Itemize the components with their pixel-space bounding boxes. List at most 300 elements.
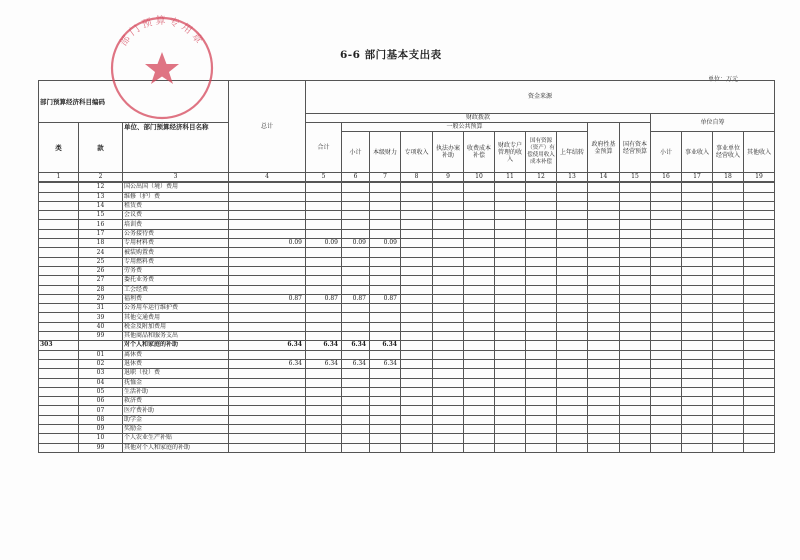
cell-col-18 [713,266,744,275]
header-subtotal: 合计 [306,123,342,173]
cell-col-7 [370,229,401,238]
cell-col-6 [342,313,370,322]
cell-col-16 [651,183,682,192]
cell-col-17 [682,322,713,331]
cell-col-17 [682,359,713,368]
cell-col-14 [588,257,620,266]
cell-col-15 [620,211,651,220]
cell-col-18 [713,341,744,350]
column-number: 8 [401,173,433,182]
cell-total [229,369,306,378]
header-col-8: 专项收入 [401,132,433,173]
cell-col-11 [495,341,526,350]
cell-total [229,443,306,452]
cell-col-19 [744,211,775,220]
cell-col-12 [526,359,557,368]
table-row [39,322,775,331]
cell-kuan: 14 [79,201,123,210]
cell-col-11 [495,220,526,229]
cell-col-16 [651,322,682,331]
table-row [39,276,775,285]
cell-col-13 [557,387,588,396]
cell-col-10 [464,183,495,192]
cell-col-18 [713,322,744,331]
cell-col-8 [401,434,433,443]
cell-col-14 [588,229,620,238]
cell-lei [39,425,79,434]
cell-col-11 [495,443,526,452]
cell-col-18 [713,425,744,434]
header-col-19: 其他收入 [744,132,775,173]
cell-name: 退休费 [123,359,229,368]
header-col-10: 收费成本补偿 [464,132,495,173]
cell-col-8 [401,257,433,266]
cell-col-10 [464,239,495,248]
cell-col-12 [526,229,557,238]
column-number: 15 [620,173,651,182]
cell-col-8 [401,359,433,368]
cell-col-15 [620,406,651,415]
cell-col-16 [651,387,682,396]
cell-lei [39,248,79,257]
cell-col-9 [433,369,464,378]
cell-col-14 [588,332,620,341]
table-row [39,387,775,396]
cell-col-19 [744,220,775,229]
cell-col-16 [651,406,682,415]
cell-col-13 [557,201,588,210]
cell-col-16 [651,332,682,341]
column-number: 2 [79,173,123,182]
cell-col-15 [620,322,651,331]
cell-col-9 [433,201,464,210]
cell-total [229,285,306,294]
cell-total [229,304,306,313]
cell-col-19 [744,425,775,434]
cell-col-14 [588,387,620,396]
cell-name: 生活补助 [123,387,229,396]
cell-kuan: 26 [79,266,123,275]
cell-col-8 [401,248,433,257]
cell-col-16 [651,276,682,285]
cell-subtotal [306,285,342,294]
cell-name: 维修（护）费 [123,192,229,201]
cell-col-12 [526,201,557,210]
cell-col-8 [401,239,433,248]
column-number: 6 [342,173,370,182]
cell-lei [39,350,79,359]
cell-lei [39,285,79,294]
cell-col-9 [433,192,464,201]
cell-col-7 [370,257,401,266]
cell-col-10 [464,313,495,322]
cell-col-12 [526,313,557,322]
cell-col-6 [342,415,370,424]
cell-kuan: 16 [79,220,123,229]
cell-col-8 [401,266,433,275]
cell-subtotal [306,229,342,238]
cell-kuan: 40 [79,322,123,331]
cell-col-16 [651,248,682,257]
cell-total [229,434,306,443]
cell-col-9 [433,239,464,248]
cell-total [229,406,306,415]
cell-subtotal [306,332,342,341]
cell-col-12 [526,266,557,275]
cell-kuan: 09 [79,425,123,434]
cell-col-11 [495,229,526,238]
cell-col-18 [713,276,744,285]
cell-col-7 [370,304,401,313]
header-col-16: 小计 [651,132,682,173]
cell-col-15 [620,266,651,275]
column-number: 9 [433,173,464,182]
cell-subtotal [306,350,342,359]
cell-col-12 [526,220,557,229]
cell-col-14 [588,322,620,331]
cell-col-6 [342,378,370,387]
cell-kuan: 99 [79,443,123,452]
cell-col-13 [557,397,588,406]
cell-col-13 [557,425,588,434]
cell-col-13 [557,322,588,331]
table-row [39,192,775,201]
cell-col-8 [401,229,433,238]
cell-col-11 [495,425,526,434]
cell-col-10 [464,341,495,350]
cell-kuan: 08 [79,415,123,424]
cell-name: 医疗费补助 [123,406,229,415]
cell-subtotal [306,257,342,266]
cell-kuan: 17 [79,229,123,238]
cell-col-12 [526,341,557,350]
cell-kuan: 24 [79,248,123,257]
cell-col-6 [342,425,370,434]
column-number: 4 [229,173,306,182]
cell-col-19 [744,304,775,313]
cell-col-12 [526,369,557,378]
cell-col-18 [713,378,744,387]
cell-col-11 [495,415,526,424]
cell-col-14 [588,192,620,201]
cell-col-12 [526,192,557,201]
cell-kuan: 99 [79,332,123,341]
cell-kuan: 39 [79,313,123,322]
cell-kuan: 12 [79,183,123,192]
cell-col-14 [588,183,620,192]
cell-col-13 [557,285,588,294]
cell-col-17 [682,350,713,359]
cell-col-13 [557,192,588,201]
cell-col-8 [401,415,433,424]
cell-col-7 [370,276,401,285]
cell-col-18 [713,397,744,406]
cell-col-8 [401,304,433,313]
cell-col-10 [464,276,495,285]
cell-col-11 [495,183,526,192]
cell-subtotal [306,276,342,285]
cell-name: 工会经费 [123,285,229,294]
cell-col-7 [370,443,401,452]
header-total: 总计 [229,81,306,173]
column-number: 11 [495,173,526,182]
header-general-budget: 一般公共预算 [342,123,588,132]
cell-col-19 [744,378,775,387]
official-seal-icon [108,14,216,122]
cell-col-16 [651,304,682,313]
cell-lei [39,266,79,275]
header-col-18: 事业单位经营收入 [713,132,744,173]
cell-kuan: 06 [79,397,123,406]
cell-col-15 [620,387,651,396]
cell-lei [39,304,79,313]
cell-col-10 [464,201,495,210]
cell-col-19 [744,415,775,424]
cell-col-10 [464,425,495,434]
cell-col-12 [526,285,557,294]
cell-col-6 [342,220,370,229]
cell-col-10 [464,332,495,341]
header-col-14: 政府性基金预算 [588,123,620,173]
cell-col-13 [557,211,588,220]
cell-col-13 [557,415,588,424]
cell-subtotal [306,443,342,452]
cell-col-19 [744,266,775,275]
cell-col-13 [557,248,588,257]
table-row [39,239,775,248]
cell-col-10 [464,294,495,303]
cell-col-8 [401,443,433,452]
cell-col-17 [682,248,713,257]
cell-col-6 [342,211,370,220]
cell-col-8 [401,294,433,303]
cell-col-18 [713,387,744,396]
cell-total [229,266,306,275]
cell-col-16 [651,313,682,322]
cell-col-17 [682,387,713,396]
cell-kuan: 01 [79,350,123,359]
cell-col-6 [342,276,370,285]
cell-col-8 [401,313,433,322]
cell-col-14 [588,369,620,378]
cell-col-18 [713,359,744,368]
cell-total: 0.09 [229,239,306,248]
cell-subtotal [306,397,342,406]
cell-kuan: 27 [79,276,123,285]
cell-col-19 [744,406,775,415]
cell-col-17 [682,294,713,303]
table-row [39,443,775,452]
cell-total [229,248,306,257]
header-lei: 类 [39,123,79,173]
header-kuan: 款 [79,123,123,173]
column-number: 12 [526,173,557,182]
cell-lei [39,434,79,443]
cell-total [229,387,306,396]
cell-col-10 [464,266,495,275]
cell-col-19 [744,294,775,303]
cell-col-16 [651,266,682,275]
cell-subtotal [306,425,342,434]
cell-name: 其他交通费用 [123,313,229,322]
cell-col-11 [495,369,526,378]
table-body [38,182,775,453]
cell-col-13 [557,276,588,285]
cell-col-16 [651,220,682,229]
cell-col-11 [495,294,526,303]
cell-total [229,425,306,434]
cell-col-10 [464,211,495,220]
cell-subtotal [306,406,342,415]
cell-col-14 [588,276,620,285]
cell-lei [39,415,79,424]
cell-col-12 [526,415,557,424]
cell-col-17 [682,443,713,452]
cell-col-10 [464,192,495,201]
cell-col-14 [588,266,620,275]
cell-subtotal [306,378,342,387]
table-row [39,341,775,350]
cell-col-13 [557,266,588,275]
cell-col-12 [526,332,557,341]
page-title: 6-6 部门基本支出表 [340,49,442,61]
cell-col-15 [620,425,651,434]
cell-col-19 [744,313,775,322]
cell-lei [39,276,79,285]
cell-col-9 [433,443,464,452]
cell-col-6 [342,201,370,210]
cell-col-15 [620,350,651,359]
cell-col-8 [401,378,433,387]
cell-name: 退职（役）费 [123,369,229,378]
cell-col-15 [620,239,651,248]
cell-col-18 [713,434,744,443]
cell-col-13 [557,304,588,313]
header-col-15: 国有资本经营预算 [620,123,651,173]
header-self-raised: 单位自筹 [651,114,775,132]
cell-col-18 [713,313,744,322]
table-row [39,211,775,220]
cell-col-6: 0.09 [342,239,370,248]
cell-col-6 [342,397,370,406]
cell-total [229,183,306,192]
cell-col-10 [464,322,495,331]
cell-col-11 [495,397,526,406]
cell-kuan: 04 [79,378,123,387]
cell-total [229,378,306,387]
header-col-17: 事业收入 [682,132,713,173]
header-funding-source: 资金来源 [306,81,775,114]
cell-lei [39,211,79,220]
cell-lei [39,387,79,396]
cell-col-13 [557,313,588,322]
cell-col-17 [682,425,713,434]
cell-col-7 [370,397,401,406]
cell-col-18 [713,285,744,294]
cell-subtotal [306,248,342,257]
cell-name: 抚恤金 [123,378,229,387]
cell-col-7 [370,322,401,331]
cell-total [229,313,306,322]
cell-col-12 [526,248,557,257]
cell-col-6 [342,322,370,331]
table-row [39,415,775,424]
cell-col-7 [370,313,401,322]
cell-col-7: 0.09 [370,239,401,248]
cell-col-19 [744,397,775,406]
cell-col-8 [401,425,433,434]
cell-col-17 [682,406,713,415]
cell-col-16 [651,192,682,201]
cell-col-19 [744,387,775,396]
cell-col-10 [464,406,495,415]
cell-col-17 [682,332,713,341]
cell-kuan: 18 [79,239,123,248]
cell-col-18 [713,304,744,313]
cell-col-15 [620,276,651,285]
cell-name: 奖励金 [123,425,229,434]
cell-col-18 [713,239,744,248]
cell-col-6 [342,434,370,443]
cell-col-15 [620,304,651,313]
table-row [39,248,775,257]
cell-col-10 [464,350,495,359]
cell-total [229,415,306,424]
cell-col-13 [557,406,588,415]
cell-col-7 [370,183,401,192]
cell-col-15 [620,359,651,368]
cell-col-11 [495,211,526,220]
cell-col-11 [495,322,526,331]
cell-col-9 [433,378,464,387]
cell-col-11 [495,350,526,359]
cell-col-17 [682,183,713,192]
cell-col-17 [682,276,713,285]
cell-col-8 [401,406,433,415]
cell-lei [39,239,79,248]
cell-col-18 [713,406,744,415]
cell-col-6 [342,350,370,359]
cell-col-17 [682,220,713,229]
cell-col-13 [557,229,588,238]
cell-lei [39,294,79,303]
cell-name: 公务接待费 [123,229,229,238]
cell-col-16 [651,359,682,368]
cell-col-10 [464,220,495,229]
cell-col-18 [713,192,744,201]
cell-col-13 [557,369,588,378]
cell-col-17 [682,434,713,443]
cell-subtotal: 6.34 [306,359,342,368]
header-col-6: 小计 [342,132,370,173]
cell-subtotal [306,369,342,378]
cell-col-8 [401,369,433,378]
cell-name: 其他对个人和家庭的补助 [123,443,229,452]
cell-col-14 [588,285,620,294]
cell-total [229,322,306,331]
cell-col-6 [342,192,370,201]
cell-col-7: 6.34 [370,359,401,368]
cell-col-7 [370,220,401,229]
cell-col-7 [370,369,401,378]
cell-col-11 [495,257,526,266]
cell-col-10 [464,369,495,378]
cell-col-16 [651,229,682,238]
cell-col-8 [401,322,433,331]
cell-col-6: 6.34 [342,341,370,350]
cell-col-16 [651,239,682,248]
cell-col-15 [620,183,651,192]
